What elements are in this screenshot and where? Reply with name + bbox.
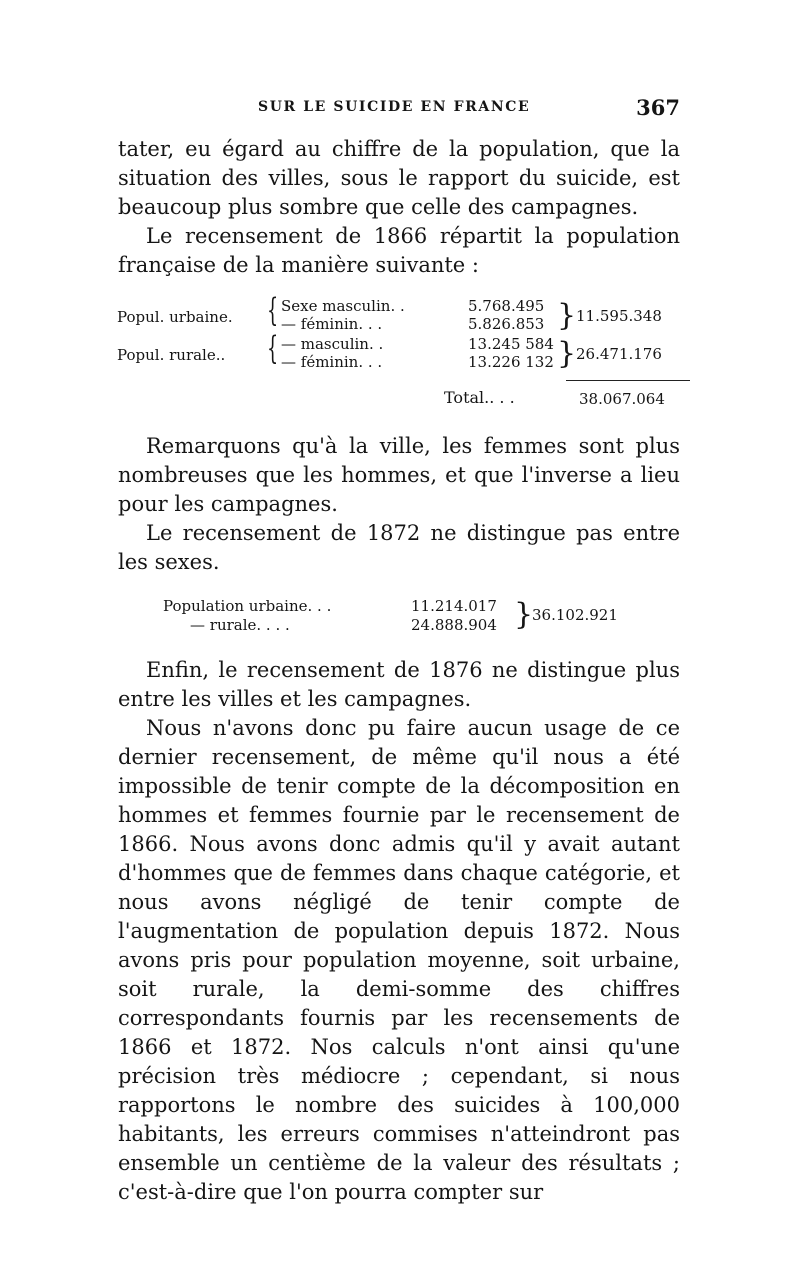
right-brace-icon: } [557, 336, 577, 371]
left-brace-icon: { [267, 329, 279, 367]
paragraph-1: tater, eu égard au chiffre de la population, que la situation des villes, sous le rapport du suicide, est beaucoup plus sombre que celle des campagnes. [118, 137, 680, 219]
total-rule [566, 380, 690, 381]
paragraph-2: Le recensement de 1866 répartit la population française de la manière suivante : [118, 224, 680, 277]
rural-female-value: 13.226 132 [468, 353, 554, 371]
running-title: SUR LE SUICIDE EN FRANCE [258, 99, 531, 115]
left-brace-icon: { [267, 291, 279, 329]
female-label: — féminin. . . [281, 315, 383, 333]
grand-total-value: 38.067.064 [579, 390, 665, 408]
urban-total-value: 11.595.348 [576, 307, 662, 325]
urban-population-label: Popul. urbaine. [117, 308, 233, 326]
rural-population-label: Popul. rurale.. [117, 346, 226, 364]
male-label: Sexe masculin. . [281, 297, 405, 315]
rural-male-value: 13.245 584 [468, 335, 554, 353]
male-label-rural: — masculin. . [281, 335, 384, 353]
rural-total-value: 26.471.176 [576, 345, 662, 363]
right-brace-icon: } [514, 597, 534, 632]
page-header [118, 95, 680, 125]
urban-female-value: 5.826.853 [468, 315, 545, 333]
census-1872-table [163, 597, 663, 643]
rural-population-1872-label: — rurale. . . . [190, 616, 290, 634]
urban-male-value: 5.768.495 [468, 297, 545, 315]
paragraph-5: Enfin, le recensement de 1876 ne distingue plus entre les villes et les campagnes. [118, 658, 680, 711]
urban-population-1872-label: Population urbaine. . . [163, 597, 332, 615]
female-label-rural: — féminin. . . [281, 353, 383, 371]
right-brace-icon: } [557, 298, 577, 333]
paragraph-3: Remarquons qu'à la ville, les femmes sont plus nombreuses que les hommes, et que l'inverse a lieu pour les campagnes. [118, 434, 680, 516]
page-number: 367 [636, 95, 680, 120]
rural-1872-value: 24.888.904 [411, 616, 497, 634]
total-label: Total.. . . [444, 388, 515, 407]
total-1872-value: 36.102.921 [532, 606, 618, 624]
paragraph-6: Nous n'avons donc pu faire aucun usage de ce dernier recensement, de même qu'il nous a été impossible de tenir compte de la décomposition en hommes et femmes fournie par le recensement de 1866. Nous avons donc admis qu'il y avait autant d'hommes que de femmes dans chaque catégorie, et nous avons négligé de tenir compte de l'augmentation de population depuis 1872. Nous avons pris pour population moyenne, soit urbaine, soit rurale, la demi-somme des chiffres correspondants fournis par les recensements de 1866 et 1872. Nos calculs n'ont ainsi qu'une précision très médiocre ; cependant, si nous rapportons le nombre des suicides à 100,000 habitants, les erreurs commises n'atteindront pas ensemble un centième de la valeur des résultats ; c'est-à-dire que l'on pourra compter sur [118, 716, 680, 1204]
urban-1872-value: 11.214.017 [411, 597, 497, 615]
census-1866-table [117, 291, 680, 410]
paragraph-4: Le recensement de 1872 ne distingue pas entre les sexes. [118, 521, 680, 574]
